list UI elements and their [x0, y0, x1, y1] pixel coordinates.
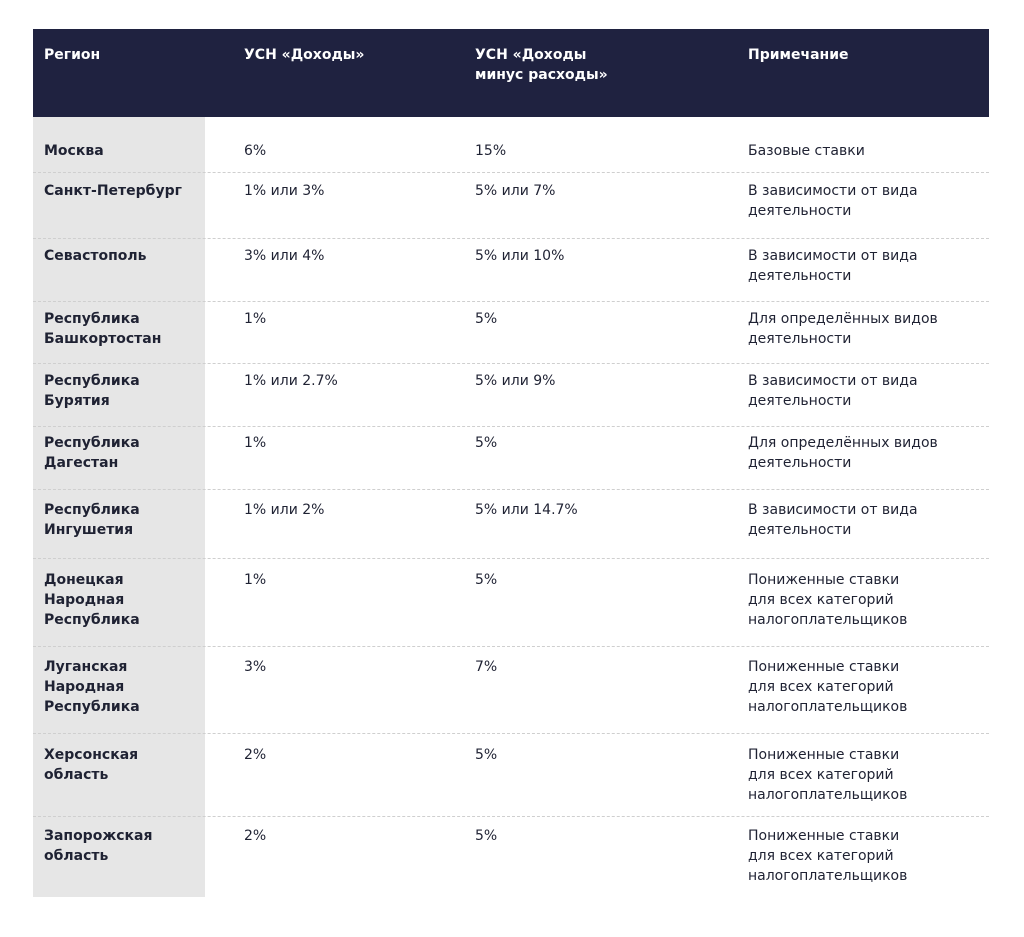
note-cell: Пониженные ставки для всех категорий налогоплательщиков: [748, 572, 908, 628]
note-cell: Для определённых видов деятельности: [748, 311, 938, 347]
income-rate-cell: 2%: [244, 747, 267, 763]
region-cell: Донецкая Народная Республика: [44, 572, 140, 628]
row-separator: [33, 816, 989, 817]
header-income-minus-expenses: УСН «Доходы минус расходы»: [475, 47, 608, 83]
income-rate-cell: 3% или 4%: [244, 248, 325, 264]
region-cell: Москва: [44, 143, 104, 159]
income-rate-cell: 1%: [244, 311, 267, 327]
income-rate-cell: 6%: [244, 143, 267, 159]
income-minus-expenses-rate-cell: 5% или 7%: [475, 183, 556, 199]
tax-rates-table: [33, 29, 989, 884]
note-cell: Пониженные ставки для всех категорий налогоплательщиков: [748, 747, 908, 803]
income-minus-expenses-rate-cell: 5% или 14.7%: [475, 502, 578, 518]
region-cell: Республика Бурятия: [44, 373, 140, 409]
income-minus-expenses-rate-cell: 5%: [475, 435, 498, 451]
table-header: [33, 29, 989, 117]
region-cell: Санкт-Петербург: [44, 183, 182, 199]
income-rate-cell: 1% или 3%: [244, 183, 325, 199]
note-cell: Пониженные ставки для всех категорий налогоплательщиков: [748, 828, 908, 884]
income-minus-expenses-rate-cell: 5%: [475, 311, 498, 327]
income-rate-cell: 2%: [244, 828, 267, 844]
row-separator: [33, 646, 989, 647]
note-cell: В зависимости от вида деятельности: [748, 183, 918, 219]
note-cell: Для определённых видов деятельности: [748, 435, 938, 471]
income-minus-expenses-rate-cell: 7%: [475, 659, 498, 675]
income-rate-cell: 3%: [244, 659, 267, 675]
note-cell: Базовые ставки: [748, 143, 865, 159]
header-note: Примечание: [748, 47, 849, 63]
note-cell: В зависимости от вида деятельности: [748, 373, 918, 409]
income-minus-expenses-rate-cell: 5% или 9%: [475, 373, 556, 389]
row-separator: [33, 426, 989, 427]
note-cell: В зависимости от вида деятельности: [748, 248, 918, 284]
income-rate-cell: 1%: [244, 572, 267, 588]
region-cell: Луганская Народная Республика: [44, 659, 140, 715]
row-separator: [33, 489, 989, 490]
row-separator: [33, 558, 989, 559]
row-separator: [33, 301, 989, 302]
note-cell: Пониженные ставки для всех категорий налогоплательщиков: [748, 659, 908, 715]
note-cell: В зависимости от вида деятельности: [748, 502, 918, 538]
region-cell: Севастополь: [44, 248, 147, 264]
income-rate-cell: 1% или 2.7%: [244, 373, 338, 389]
header-income: УСН «Доходы»: [244, 47, 365, 63]
row-separator: [33, 363, 989, 364]
income-minus-expenses-rate-cell: 5%: [475, 747, 498, 763]
income-rate-cell: 1%: [244, 435, 267, 451]
income-minus-expenses-rate-cell: 15%: [475, 143, 507, 159]
row-separator: [33, 733, 989, 734]
region-cell: Республика Ингушетия: [44, 502, 140, 538]
income-minus-expenses-rate-cell: 5%: [475, 572, 498, 588]
region-cell: Республика Башкортостан: [44, 311, 162, 347]
region-cell: Херсонская область: [44, 747, 139, 783]
header-region: Регион: [44, 47, 101, 63]
region-cell: Запорожская область: [44, 828, 153, 864]
income-minus-expenses-rate-cell: 5%: [475, 828, 498, 844]
region-cell: Республика Дагестан: [44, 435, 140, 471]
income-rate-cell: 1% или 2%: [244, 502, 325, 518]
income-minus-expenses-rate-cell: 5% или 10%: [475, 248, 565, 264]
row-separator: [33, 172, 989, 173]
row-separator: [33, 238, 989, 239]
